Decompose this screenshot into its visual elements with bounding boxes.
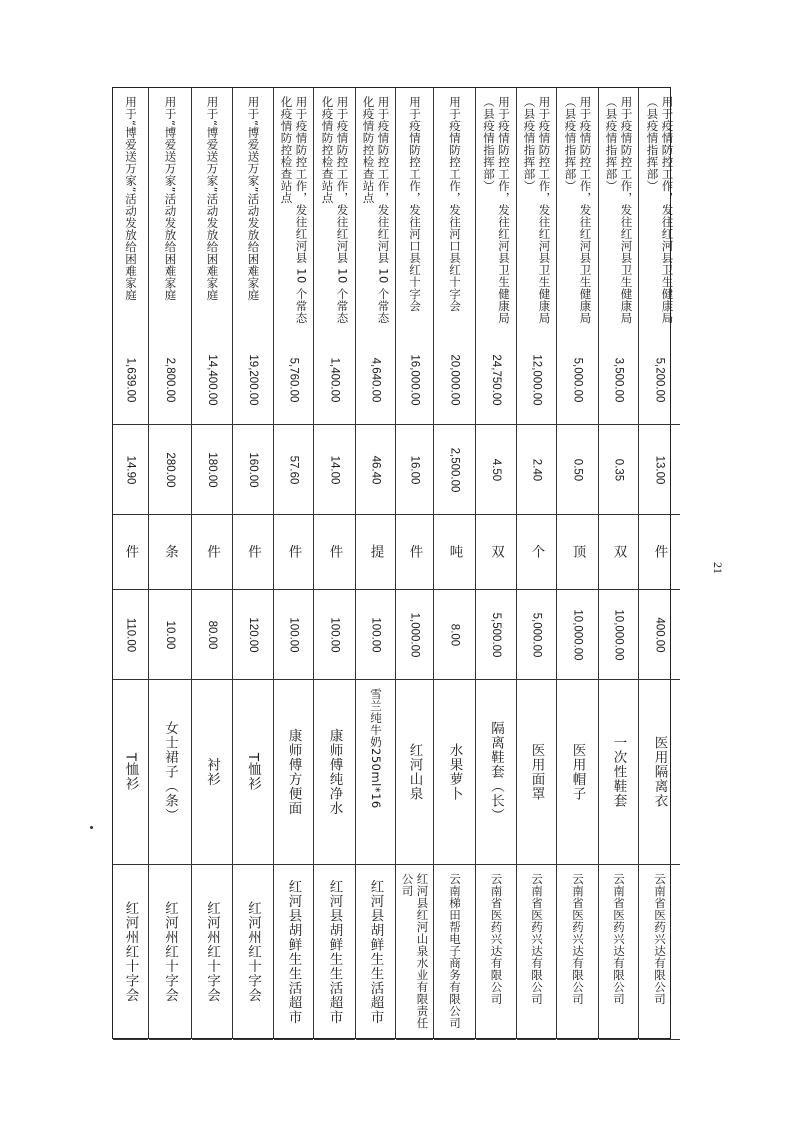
usage-cell — [476, 88, 516, 335]
org-cell — [356, 865, 395, 1040]
unit-price-text: 0.35 — [612, 458, 625, 481]
quantity-cell — [599, 590, 638, 680]
org-text: 红河县红河山泉水业有限责任公司 — [400, 873, 430, 1029]
quantity-cell — [476, 590, 516, 680]
item-cell — [356, 680, 395, 865]
amount-text: 1,400.00 — [328, 357, 341, 402]
unit-cell — [517, 515, 556, 590]
unit-price-text: 13.00 — [653, 455, 666, 484]
amount-cell — [396, 335, 433, 425]
item-cell — [476, 680, 516, 865]
usage-cell — [517, 88, 556, 335]
org-cell — [192, 865, 232, 1040]
unit-price-cell — [517, 425, 556, 515]
unit-price-cell — [434, 425, 475, 515]
item-cell — [396, 680, 433, 865]
unit-text: 件 — [326, 544, 343, 560]
org-text: 云南省医药兴达有限公司 — [653, 873, 667, 1005]
unit-cell — [557, 515, 598, 590]
org-cell — [396, 865, 433, 1040]
usage-cell — [314, 88, 355, 335]
usage-text: 用于疫情防控工作，发往红河县卫生健康局（县疫情指挥部） — [645, 96, 675, 324]
quantity-text: 10,000.00 — [571, 608, 584, 661]
org-text: 红河州红十字会 — [122, 901, 139, 1003]
quantity-cell — [113, 590, 148, 680]
item-cell — [599, 680, 638, 865]
amount-text: 4,640.00 — [369, 357, 382, 402]
item-cell — [274, 680, 313, 865]
table-row — [599, 88, 639, 1038]
quantity-cell — [434, 590, 475, 680]
unit-cell — [396, 515, 433, 590]
unit-price-cell — [476, 425, 516, 515]
table-row — [476, 88, 517, 1038]
item-text: 红河山泉 — [406, 743, 423, 801]
amount-text: 1,639.00 — [124, 357, 137, 402]
quantity-text: 100.00 — [287, 616, 300, 653]
amount-cell — [476, 335, 516, 425]
usage-cell — [434, 88, 475, 335]
amount-cell — [517, 335, 556, 425]
unit-text: 件 — [122, 544, 139, 560]
item-text: 水果萝卜 — [446, 743, 463, 801]
unit-cell — [434, 515, 475, 590]
usage-text: 用于疫情防控工作，发往红河县卫生健康局（县疫情指挥部） — [482, 96, 511, 324]
quantity-text: 400.00 — [653, 616, 666, 653]
stray-mark — [90, 826, 93, 829]
item-cell — [434, 680, 475, 865]
org-cell — [599, 865, 638, 1040]
item-cell — [233, 680, 273, 865]
usage-text: 用于“博爱送万家”活动发放给困难家庭 — [163, 96, 178, 301]
unit-price-text: 14.00 — [328, 455, 341, 484]
item-cell — [149, 680, 191, 865]
usage-cell — [113, 88, 148, 335]
amount-text: 5,200.00 — [653, 357, 666, 402]
amount-text: 5,000.00 — [571, 357, 584, 402]
usage-text: 用于疫情防控工作，发往红河县 10 个常态化疫情防控检查站点 — [279, 96, 309, 324]
item-text: 衬衫 — [204, 757, 220, 787]
quantity-text: 5,000.00 — [530, 612, 543, 657]
table-row — [274, 88, 314, 1038]
item-cell — [113, 680, 148, 865]
org-text: 红河县胡鲜生生活超市 — [285, 879, 302, 1025]
unit-price-text: 14.90 — [124, 455, 137, 484]
amount-text: 12,000.00 — [530, 353, 543, 406]
unit-text: 顶 — [569, 544, 586, 560]
unit-price-text: 280.00 — [164, 451, 176, 488]
page-number: 21 — [711, 562, 725, 574]
usage-cell — [557, 88, 598, 335]
unit-price-cell — [356, 425, 395, 515]
org-text: 红河县胡鲜生生活超市 — [367, 879, 384, 1025]
quantity-cell — [233, 590, 273, 680]
usage-cell — [599, 88, 638, 335]
org-text: 红河县胡鲜生生活超市 — [326, 879, 343, 1025]
usage-text: 用于疫情防控工作，发往红河县 10 个常态化疫情防控检查站点 — [361, 96, 391, 324]
unit-price-cell — [113, 425, 148, 515]
unit-cell — [113, 515, 148, 590]
amount-cell — [434, 335, 475, 425]
table-row — [356, 88, 396, 1038]
quantity-cell — [396, 590, 433, 680]
amount-cell — [233, 335, 273, 425]
unit-cell — [274, 515, 313, 590]
table-row — [149, 88, 192, 1038]
usage-text: 用于“博爱送万家”活动发放给困难家庭 — [124, 96, 138, 301]
amount-text: 19,200.00 — [247, 353, 259, 406]
amount-cell — [113, 335, 148, 425]
quantity-cell — [639, 590, 680, 680]
unit-text: 吨 — [446, 544, 463, 560]
unit-text: 件 — [245, 544, 261, 560]
quantity-text: 120.00 — [247, 616, 259, 653]
item-text: 医用隔离衣 — [651, 735, 668, 809]
usage-text: 用于疫情防控工作，发往红河县卫生健康局（县疫情指挥部） — [563, 96, 593, 324]
table-row — [192, 88, 233, 1038]
amount-cell — [192, 335, 232, 425]
unit-price-text: 180.00 — [206, 451, 218, 488]
usage-text: 用于疫情防控工作，发往红河县卫生健康局（县疫情指挥部） — [604, 96, 634, 324]
unit-price-cell — [557, 425, 598, 515]
org-cell — [476, 865, 516, 1040]
amount-text: 16,000.00 — [408, 353, 421, 406]
org-text: 云南省医药兴达有限公司 — [530, 873, 544, 1005]
amount-text: 3,500.00 — [612, 357, 625, 402]
amount-cell — [314, 335, 355, 425]
item-cell — [517, 680, 556, 865]
amount-text: 5,760.00 — [287, 357, 300, 402]
usage-cell — [396, 88, 433, 335]
amount-cell — [149, 335, 191, 425]
amount-cell — [639, 335, 680, 425]
quantity-cell — [274, 590, 313, 680]
item-text: 康师傅方便面 — [285, 728, 302, 816]
usage-text: 用于疫情防控工作，发往河口县红十字会 — [408, 96, 422, 312]
unit-price-cell — [274, 425, 313, 515]
unit-text: 条 — [162, 544, 178, 560]
unit-text: 件 — [204, 544, 220, 560]
unit-cell — [639, 515, 680, 590]
item-text: 隔离鞋套（长） — [488, 721, 504, 823]
quantity-cell — [314, 590, 355, 680]
usage-text: 用于“博爱送万家”活动发放给困难家庭 — [246, 96, 261, 301]
item-text: 康师傅纯净水 — [326, 728, 343, 816]
quantity-cell — [557, 590, 598, 680]
unit-price-cell — [314, 425, 355, 515]
org-cell — [149, 865, 191, 1040]
amount-cell — [599, 335, 638, 425]
org-cell — [113, 865, 148, 1040]
usage-text: 用于疫情防控工作，发往红河县卫生健康局（县疫情指挥部） — [522, 96, 552, 324]
unit-price-cell — [233, 425, 273, 515]
item-cell — [192, 680, 232, 865]
unit-price-text: 2.40 — [530, 458, 543, 481]
item-text: T恤衫 — [122, 752, 139, 792]
org-cell — [557, 865, 598, 1040]
quantity-text: 10,000.00 — [612, 608, 625, 661]
org-cell — [314, 865, 355, 1040]
unit-text: 件 — [651, 544, 668, 560]
table-row — [557, 88, 599, 1038]
unit-price-text: 4.50 — [490, 458, 502, 481]
org-text: 红河州红十字会 — [162, 901, 178, 1003]
amount-text: 14,400.00 — [206, 353, 218, 406]
usage-cell — [639, 88, 680, 335]
amount-cell — [557, 335, 598, 425]
quantity-text: 1,000.00 — [408, 612, 421, 657]
item-text: 一次性鞋套 — [610, 735, 627, 809]
quantity-text: 5,500.00 — [490, 612, 502, 657]
usage-cell — [233, 88, 273, 335]
unit-cell — [476, 515, 516, 590]
unit-text: 件 — [285, 544, 302, 560]
unit-cell — [149, 515, 191, 590]
amount-text: 2,800.00 — [164, 357, 176, 402]
item-text: 医用面罩 — [528, 743, 545, 801]
unit-price-cell — [192, 425, 232, 515]
table-row — [639, 88, 680, 1038]
quantity-cell — [149, 590, 191, 680]
quantity-cell — [356, 590, 395, 680]
usage-text: 用于疫情防控工作，发往河口县红十字会 — [448, 96, 462, 312]
amount-text: 24,750.00 — [490, 353, 502, 406]
unit-cell — [233, 515, 273, 590]
quantity-text: 10.00 — [164, 620, 176, 649]
quantity-text: 8.00 — [448, 623, 461, 646]
unit-cell — [314, 515, 355, 590]
unit-text: 件 — [406, 544, 423, 560]
org-text: 云南省医药兴达有限公司 — [571, 873, 585, 1005]
item-text: 医用帽子 — [569, 743, 586, 801]
item-cell — [639, 680, 680, 865]
org-cell — [233, 865, 273, 1040]
org-cell — [639, 865, 680, 1040]
quantity-text: 110.00 — [124, 617, 137, 652]
item-cell — [314, 680, 355, 865]
quantity-text: 80.00 — [206, 620, 218, 649]
unit-cell — [192, 515, 232, 590]
quantity-text: 100.00 — [369, 616, 382, 653]
unit-price-cell — [599, 425, 638, 515]
table-row — [517, 88, 557, 1038]
table-row — [434, 88, 476, 1038]
usage-cell — [274, 88, 313, 335]
table-row — [314, 88, 356, 1038]
unit-price-cell — [639, 425, 680, 515]
unit-price-cell — [149, 425, 191, 515]
amount-cell — [356, 335, 395, 425]
org-text: 云南省医药兴达有限公司 — [612, 873, 626, 1005]
unit-price-cell — [396, 425, 433, 515]
org-cell — [274, 865, 313, 1040]
org-text: 云南梯田帮电子商务有限公司 — [448, 873, 462, 1029]
unit-price-text: 16.00 — [408, 455, 421, 484]
unit-text: 提 — [367, 544, 384, 560]
org-text: 云南省医药兴达有限公司 — [489, 873, 504, 1005]
item-text: 雪兰纯牛奶250ml*16 — [369, 688, 383, 809]
amount-cell — [274, 335, 313, 425]
unit-cell — [356, 515, 395, 590]
usage-cell — [149, 88, 191, 335]
unit-text: 个 — [528, 544, 545, 560]
usage-text: 用于“博爱送万家”活动发放给困难家庭 — [205, 96, 220, 301]
unit-price-text: 160.00 — [247, 451, 259, 488]
org-cell — [517, 865, 556, 1040]
unit-price-text: 46.40 — [369, 455, 382, 484]
quantity-text: 100.00 — [328, 616, 341, 653]
unit-cell — [599, 515, 638, 590]
unit-text: 双 — [610, 544, 627, 560]
item-text: T恤衫 — [245, 752, 261, 792]
table-row — [113, 88, 149, 1038]
item-cell — [557, 680, 598, 865]
table-row — [396, 88, 434, 1038]
usage-cell — [192, 88, 232, 335]
unit-price-text: 57.60 — [287, 455, 300, 484]
unit-price-text: 0.50 — [571, 458, 584, 481]
quantity-cell — [192, 590, 232, 680]
usage-cell — [356, 88, 395, 335]
org-cell — [434, 865, 475, 1040]
amount-text: 20,000.00 — [448, 353, 461, 406]
donation-table — [112, 87, 675, 1039]
org-text: 红河州红十字会 — [245, 901, 261, 1003]
table-row — [233, 88, 274, 1038]
quantity-cell — [517, 590, 556, 680]
org-text: 红河州红十字会 — [204, 901, 220, 1003]
item-text: 女士裙子（条） — [162, 721, 178, 823]
usage-text: 用于疫情防控工作，发往红河县 10 个常态化疫情防控检查站点 — [320, 96, 350, 324]
unit-price-text: 2,500.00 — [448, 447, 461, 492]
unit-text: 双 — [488, 544, 504, 560]
